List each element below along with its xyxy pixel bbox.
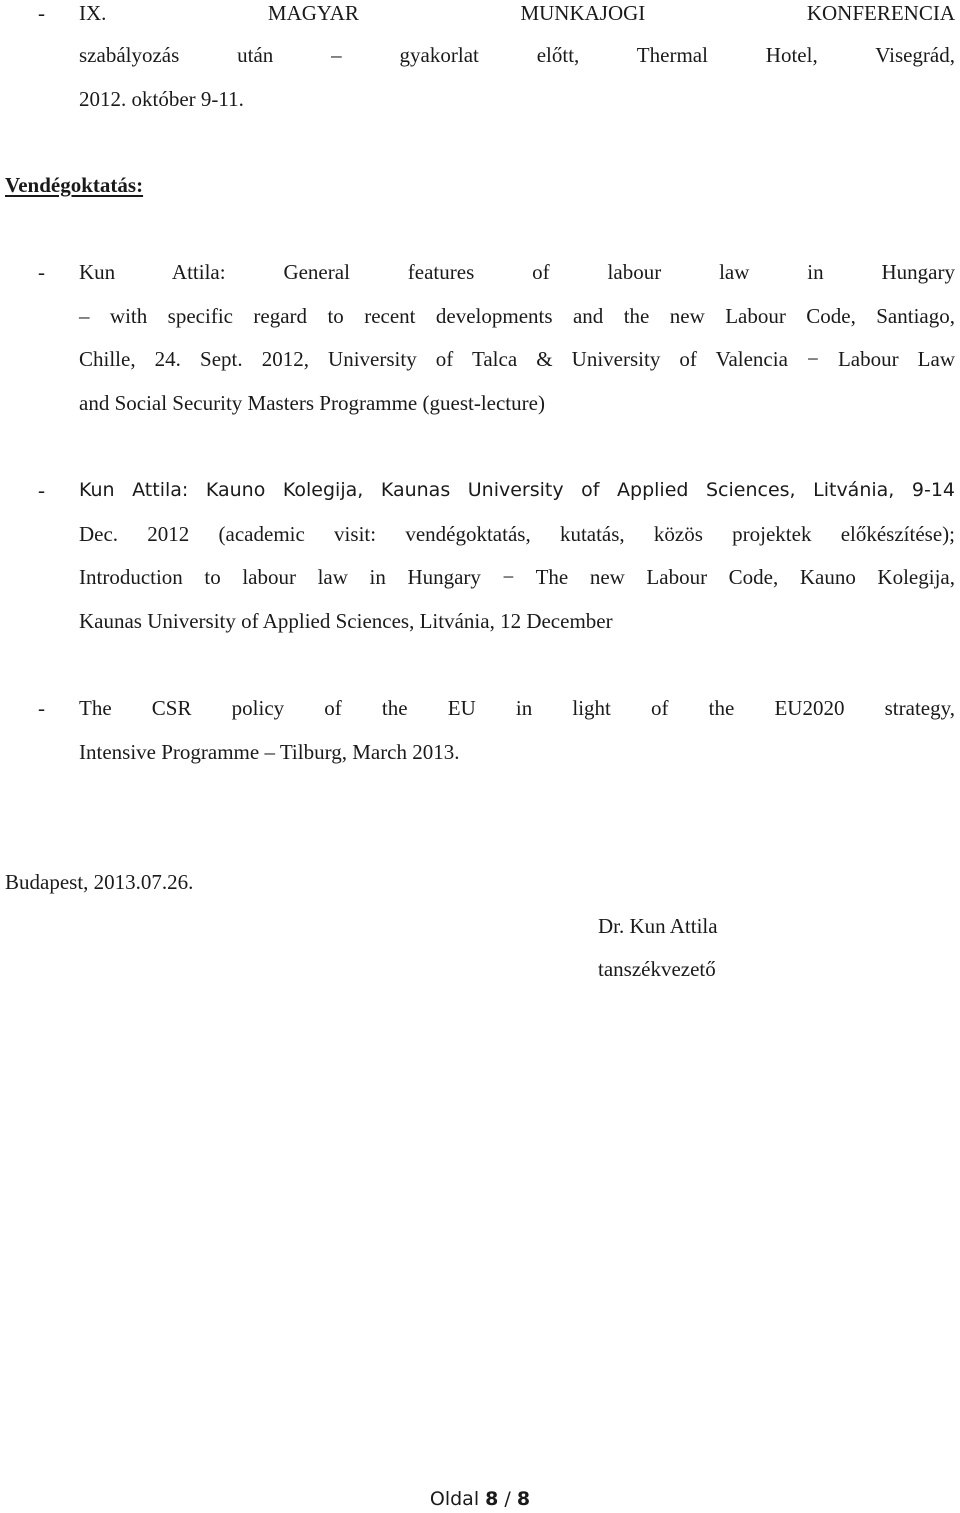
intro-line-2: szabályozás után – gyakorlat előtt, Thermal Hotel, Visegrád, xyxy=(79,43,955,67)
item-1-line-4: and Social Security Masters Programme (guest-lecture) xyxy=(79,391,545,415)
item-2-line-1: Kun Attila: Kauno Kolegija, Kaunas University of Applied Sciences, Litvánia, 9-14 xyxy=(79,479,955,501)
intro-line-3: 2012. október 9-11. xyxy=(79,87,244,111)
footer-total-pages: 8 xyxy=(516,1488,531,1510)
item-2-line-3: Introduction to labour law in Hungary − The new Labour Code, Kauno Kolegija, xyxy=(79,565,955,589)
item-1-line-1: Kun Attila: General features of labour law in Hungary xyxy=(79,260,955,284)
item-1-line-3: Chille, 24. Sept. 2012, University of Talca & University of Valencia − Labour Law xyxy=(79,347,955,371)
item-2-line-2: Dec. 2012 (academic visit: vendégoktatás, kutatás, közös projektek előkészítése); xyxy=(79,522,955,546)
item-2-bullet: - xyxy=(38,478,45,502)
item-3-line-2: Intensive Programme – Tilburg, March 2013. xyxy=(79,740,460,764)
item-3-line-1: The CSR policy of the EU in light of the EU2020 strategy, xyxy=(79,696,955,720)
item-1-line-2: – with specific regard to recent developments and the new Labour Code, Santiago, xyxy=(79,304,955,328)
item-3-bullet: - xyxy=(38,696,45,720)
signature-name: Dr. Kun Attila xyxy=(598,914,718,938)
intro-bullet: - xyxy=(38,1,45,25)
place-date: Budapest, 2013.07.26. xyxy=(5,870,194,894)
footer-label: Oldal xyxy=(429,1488,480,1510)
footer-current-page: 8 xyxy=(485,1488,499,1510)
item-1-bullet: - xyxy=(38,260,45,284)
intro-line-1: IX. MAGYAR MUNKAJOGI KONFERENCIA xyxy=(79,1,955,25)
item-2-line-4: Kaunas University of Applied Sciences, Litvánia, 12 December xyxy=(79,609,613,633)
section-heading: Vendégoktatás: xyxy=(5,173,144,197)
footer-separator: / xyxy=(504,1488,511,1510)
page-footer xyxy=(0,1487,960,1511)
signature-title: tanszékvezető xyxy=(598,957,716,981)
